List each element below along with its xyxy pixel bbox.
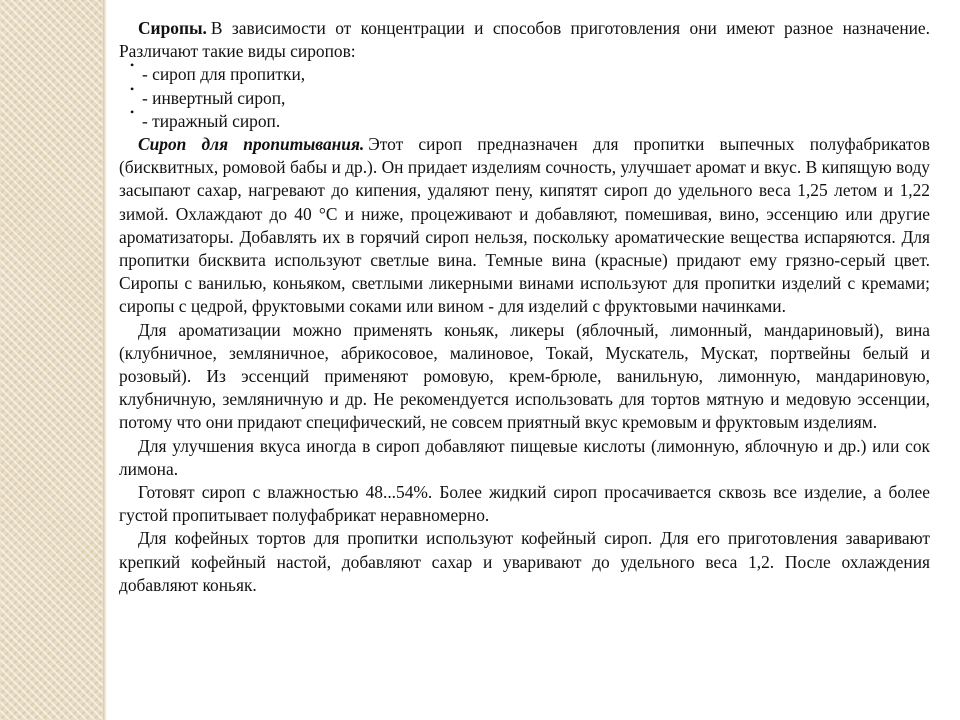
intro-paragraph [119, 17, 930, 63]
list-item [130, 104, 930, 133]
list-item-label: - тиражный сироп. [142, 110, 281, 131]
syrup-types-list [119, 58, 930, 133]
bullet-icon: • [130, 58, 135, 73]
list-item [130, 58, 930, 86]
bullet-icon: • [130, 104, 135, 119]
slide-content [119, 17, 930, 597]
coffee-syrup-paragraph: Для кофейных тортов для пропитки используют кофейный сироп. Для его приготовления заваривают крепкий кофейный настой, добавляют сахар и уваривают до удельного веса 1,2. После охлаждения добавляют коньяк. [119, 528, 930, 595]
bullet-icon: • [130, 81, 135, 96]
decorative-side-band [0, 0, 103, 720]
acids-paragraph: Для улучшения вкуса иногда в сироп добавляют пищевые кислоты (лимонную, яблочную и др.) или сок лимона. [119, 435, 930, 479]
flavoring-paragraph: Для ароматизации можно применять коньяк, ликеры (яблочный, лимонный, мандариновый), вина (клубничное, земляничное, абрикосовое, малиновое, Токай, Мускатель, Мускат, портвейны белый и розовый). Из эссенций применяют ромовую, крем-брюле, ванильную, лимонную, мандариновую, клубничную, земляничную и др. Не рекомендуется использовать для тортов мятную и медовую эссенции, потому что они придают специфический, не совсем приятный вкус кремовым и фруктовым изделиям. [119, 319, 930, 433]
moisture-paragraph: Готовят сироп с влажностью 48...54%. Более жидкий сироп просачивается сквозь все изделие, а более густой пропитывает полуфабрикат неравномерно. [119, 482, 930, 526]
intro-text: В зависимости от концентрации и способов приготовления они имеют разное назначение. Различают такие виды сиропов: [119, 18, 930, 62]
list-item-label: - сироп для пропитки, [142, 64, 306, 85]
soaking-term: Сироп для пропитывания. [138, 134, 365, 155]
intro-term: Сиропы. [138, 18, 207, 38]
soaking-text: Этот сироп предназначен для пропитки выпечных полуфабрикатов (бисквитных, ромовой бабы и др.). Он придает изделиям сочность, улучшает аромат и вкус. В кипящую воду засыпают сахар, нагревают до кипения, удаляют пену, кипятят сироп до удельного веса 1,25 летом и 1,22 зимой. Охлаждают до 40 °С и ниже, процеживают и добавляют, помешивая, вино, эссенцию или другие ароматизаторы. Добавлять их в горячий сироп нельзя, поскольку ароматические вещества испаряются. Для пропитки бисквита используют светлые вина. Темные вина (красные) придают ему грязно-серый цвет. Сиропы с ванилью, коньяком, светлыми ликерными винами используют для пропитки изделий с кремами; сиропы с цедрой, фруктовыми соками или вином - для изделий с фруктовыми начинками. [119, 134, 930, 317]
soaking-paragraph [119, 133, 930, 319]
list-item [130, 81, 930, 110]
decorative-band-edge [103, 0, 107, 720]
list-item-label: - инвертный сироп, [142, 87, 286, 108]
